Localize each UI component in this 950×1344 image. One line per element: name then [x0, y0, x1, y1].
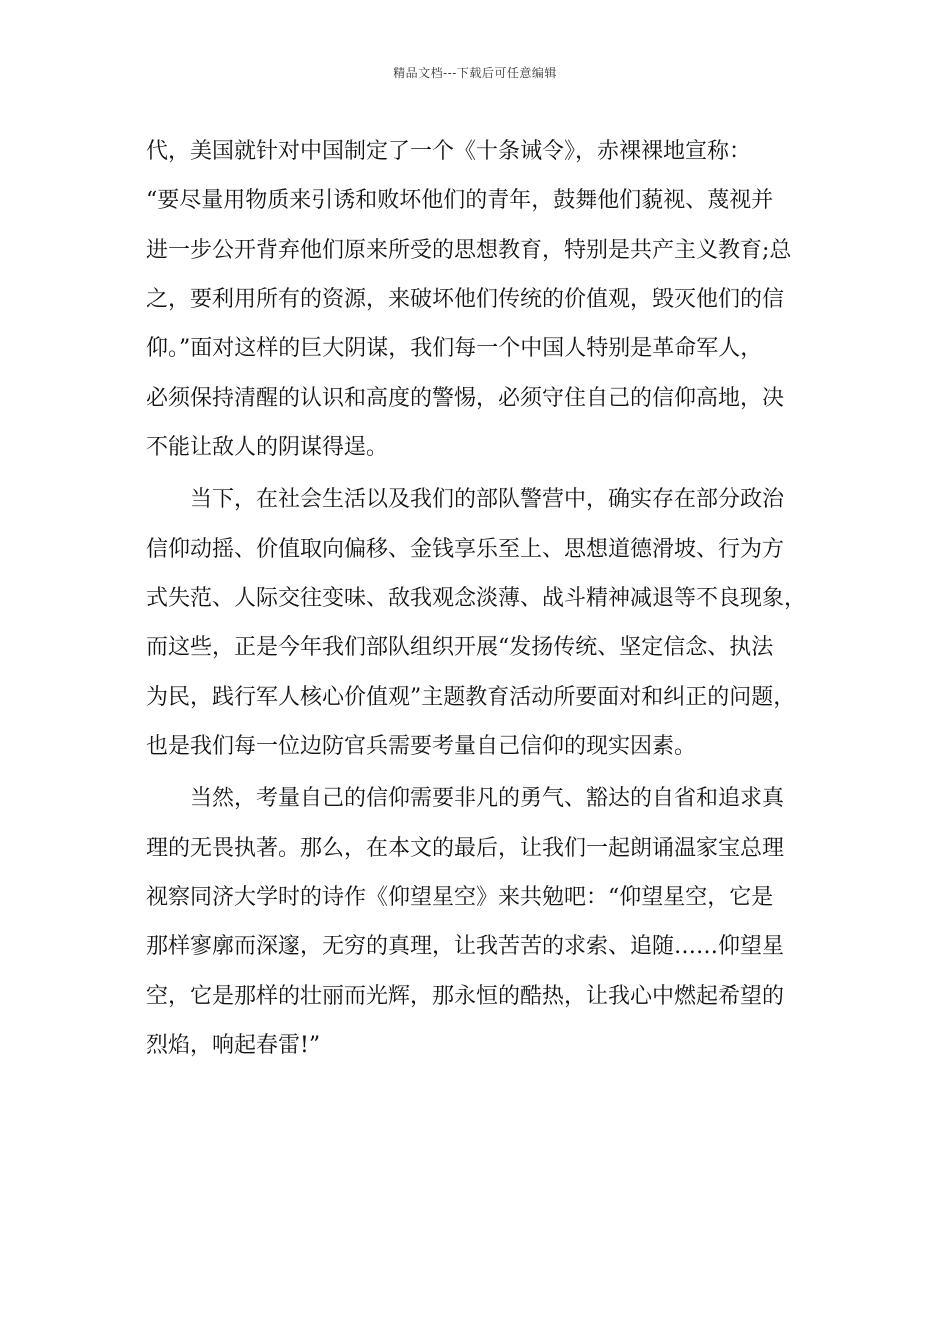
- text-line: 为民，践行军人核心价值观”主题教育活动所要面对和纠正的问题，: [146, 685, 796, 710]
- text-line: 当下，在社会生活以及我们的部队警营中，确实存在部分政治: [190, 487, 785, 512]
- text-line: 视察同济大学时的诗作《仰望星空》来共勉吧：“仰望星空，它是: [146, 885, 774, 910]
- text-line: 代，美国就针对中国制定了一个《十条诫令》，赤裸裸地宣称：: [146, 139, 752, 164]
- text-line: 而这些，正是今年我们部队组织开展“发扬传统、坚定信念、执法: [146, 635, 774, 660]
- text-line: 进一步公开背弃他们原来所受的思想教育，特别是共产主义教育;总: [146, 238, 792, 263]
- text-line: 空，它是那样的壮丽而光辉，那永恒的酷热，让我心中燃起希望的: [146, 984, 785, 1009]
- text-line: 烈焰，响起春雷!”: [146, 1033, 321, 1058]
- page-header: 精品文档---下载后可任意编辑: [393, 66, 557, 80]
- text-line: 当然，考量自己的信仰需要非凡的勇气、豁达的自省和追求真: [190, 786, 785, 811]
- text-line: 式失范、人际交往变味、敌我观念淡薄、战斗精神减退等不良现象，: [146, 586, 807, 611]
- text-line: 那样寥廓而深邃，无穷的真理，让我苦苦的求索、追随……仰望星: [146, 934, 785, 959]
- text-line: 信仰动摇、价值取向偏移、金钱享乐至上、思想道德滑坡、行为方: [146, 537, 785, 562]
- text-line: “要尽量用物质来引诱和败坏他们的青年，鼓舞他们藐视、蔑视并: [146, 188, 774, 213]
- text-line: 仰。”面对这样的巨大阴谋，我们每一个中国人特别是革命军人，: [146, 336, 763, 361]
- text-line: 理的无畏执著。那么，在本文的最后，让我们一起朗诵温家宝总理: [146, 836, 785, 861]
- text-line: 之，要利用所有的资源，来破坏他们传统的价值观，毁灭他们的信: [146, 287, 785, 312]
- text-line: 也是我们每一位边防官兵需要考量自己信仰的现实因素。: [146, 734, 697, 759]
- text-line: 必须保持清醒的认识和高度的警惕，必须守住自己的信仰高地，决: [146, 386, 785, 411]
- text-line: 不能让敌人的阴谋得逞。: [146, 435, 389, 460]
